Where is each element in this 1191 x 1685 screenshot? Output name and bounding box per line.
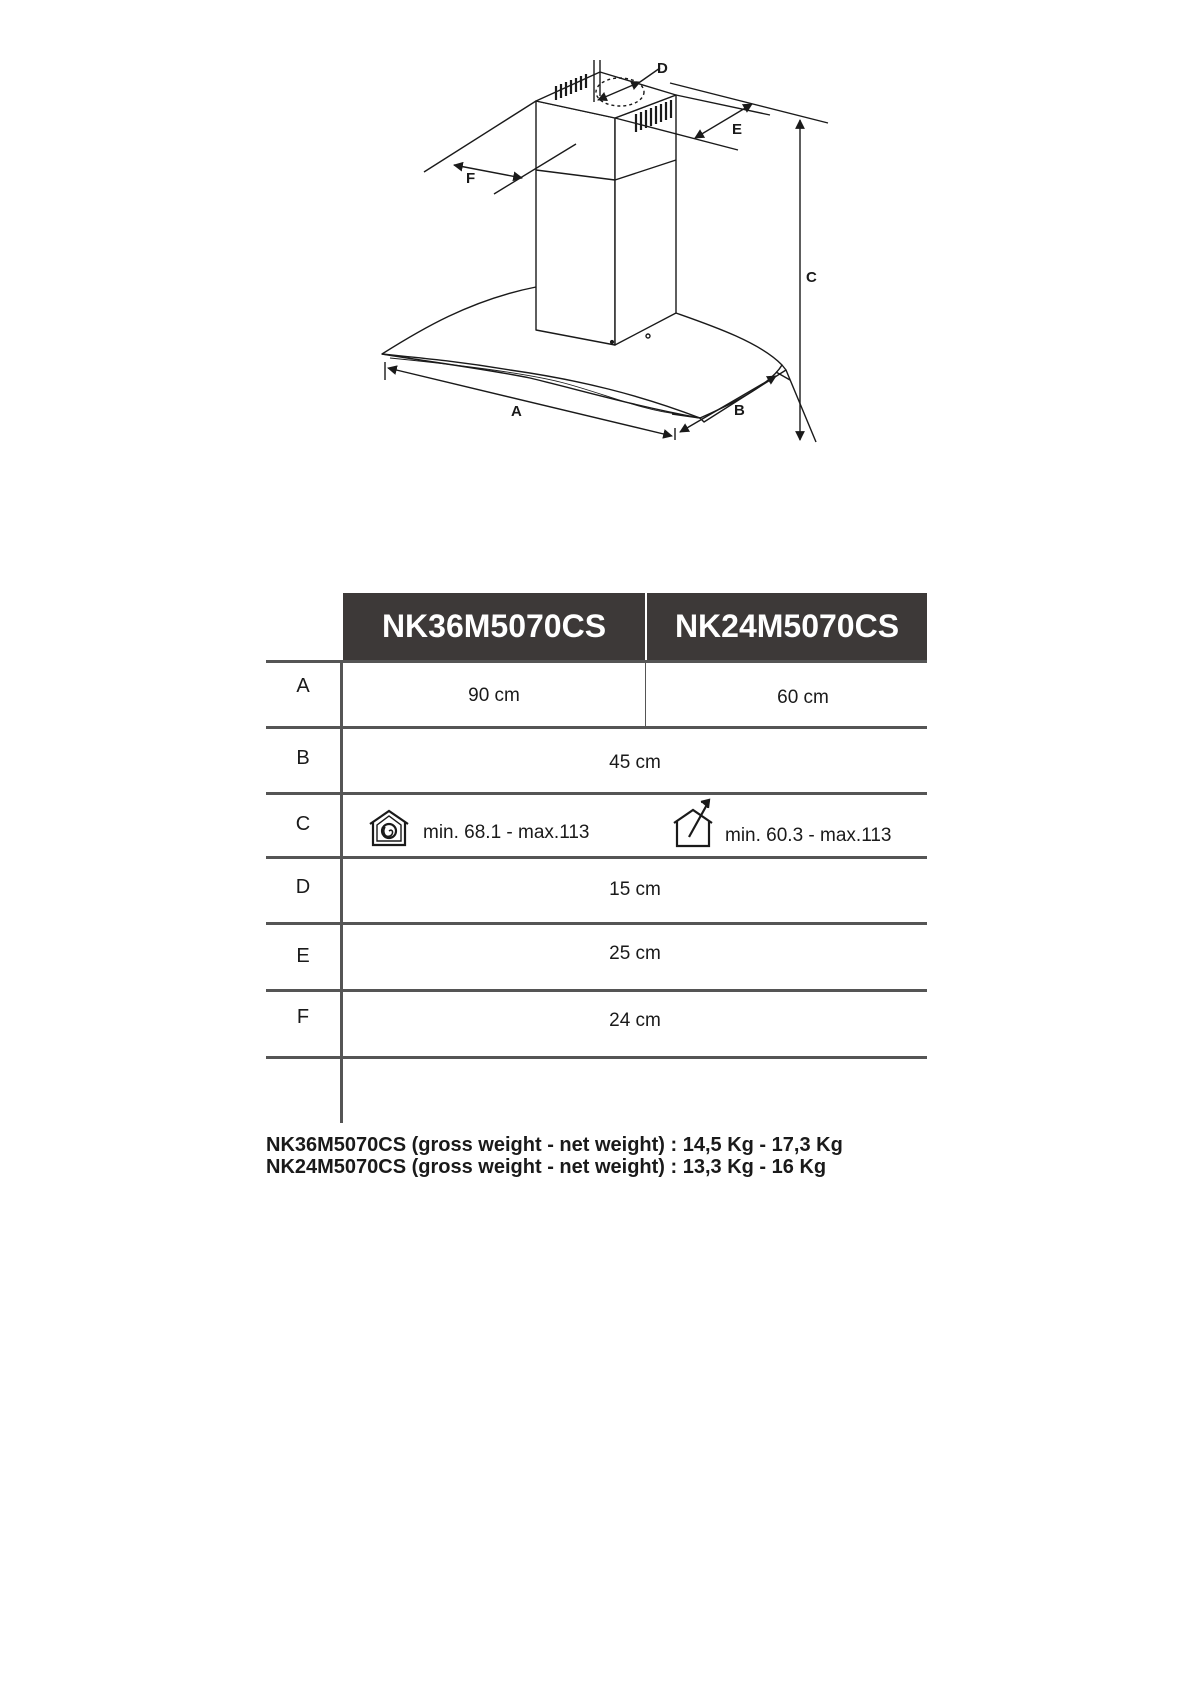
row-f-value: 24 cm — [609, 1010, 661, 1031]
row-b-value: 45 cm — [609, 752, 661, 773]
row-a-value-model-1: 90 cm — [468, 685, 520, 706]
row-label-c: C — [295, 813, 311, 835]
dim-label-e: E — [732, 121, 743, 138]
ducted-exhaust-house-icon — [671, 797, 719, 849]
table-rule — [266, 660, 927, 663]
table-rule — [266, 726, 927, 729]
row-d-value: 15 cm — [609, 879, 661, 900]
chimney-outline — [536, 101, 615, 345]
row-label-e: E — [296, 945, 310, 967]
table-rule — [266, 989, 927, 992]
table-rule — [266, 856, 927, 859]
table-rule — [266, 792, 927, 795]
row-label-b: B — [296, 747, 310, 769]
row-e-value: 25 cm — [609, 943, 661, 964]
row-c-value-model-1: min. 68.1 - max.113 — [423, 822, 590, 843]
table-rule — [266, 922, 927, 925]
table-header-model-2: NK24M5070CS — [647, 593, 927, 660]
dim-label-b: B — [734, 402, 745, 419]
dim-label-f: F — [466, 170, 476, 187]
dim-label-d: D — [657, 60, 668, 77]
table-column-divider — [645, 660, 646, 726]
hood-dimension-diagram — [0, 0, 1191, 470]
table-header-model-1: NK36M5070CS — [343, 593, 645, 660]
row-label-a: A — [296, 675, 310, 697]
dim-label-a: A — [511, 403, 522, 420]
weight-note-model-1: NK36M5070CS (gross weight - net weight) : 14,5 Kg - 17,3 Kg — [266, 1134, 843, 1156]
table-rule — [266, 1056, 927, 1059]
row-a-value-model-2: 60 cm — [777, 687, 829, 708]
row-c-value-model-2: min. 60.3 - max.113 — [725, 825, 892, 846]
row-label-d: D — [295, 876, 311, 898]
row-label-f: F — [296, 1006, 310, 1028]
recirculation-house-icon — [367, 808, 411, 848]
dim-label-c: C — [806, 269, 817, 286]
weight-note-model-2: NK24M5070CS (gross weight - net weight) : 13,3 Kg - 16 Kg — [266, 1156, 827, 1178]
